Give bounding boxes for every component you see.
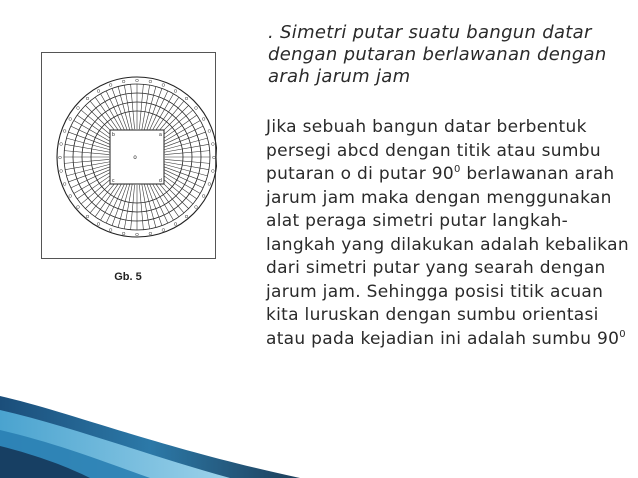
tick-label: O [135,78,139,83]
radial-line [66,164,109,176]
radial-line [65,144,109,152]
tick-label: O [58,155,62,160]
tick-label: O [184,96,189,102]
radial-line [118,86,130,129]
radial-line [64,151,109,155]
tick-label: O [59,168,63,174]
corner-label-b: b [112,132,115,138]
tick-label: O [212,155,216,160]
body-paragraph [266,116,632,351]
superscript-1: 0 [453,164,461,175]
tick-label: O [194,204,198,210]
radial-line [164,138,207,150]
radial-line [64,159,109,163]
tick-label: O [161,227,166,233]
radial-line [118,184,130,227]
radial-line [165,151,210,155]
radial-line [165,162,209,170]
radial-line [142,185,150,229]
figure-frame [41,52,216,259]
radial-line [144,184,156,227]
tick-label: O [62,128,67,134]
body-text-part1: Jika sebuah bangun datar berbentuk persegi abcd dengan titik atau sumbu putaran o di putar 90 [266,117,601,184]
radial-line [165,159,210,163]
radial-line [66,138,109,150]
rotation-disc-diagram [42,53,217,260]
slide-heading: . Simetri putar suatu bangun datar dengan putaran berlawanan dengan arah jarum jam [268,22,607,87]
tick-label: O [108,227,113,233]
tick-label: O [173,88,178,94]
tick-label: O [207,181,212,187]
tick-label: O [207,128,212,134]
radial-line [165,144,209,152]
tick-label: O [135,232,139,237]
tick-label: O [96,221,101,227]
tick-label: O [96,88,101,94]
tick-label: O [148,79,153,85]
tick-label: O [68,116,73,122]
corner-label-c: c [112,178,115,184]
tick-label: O [85,213,90,219]
tick-label: O [201,193,206,199]
tick-label: O [211,141,215,147]
radial-line [144,86,156,129]
corner-label-d: d [159,178,162,184]
tick-label: O [85,96,90,102]
corner-label-a: a [159,132,162,138]
tick-label: O [76,105,80,111]
tick-label: O [161,82,166,88]
radial-line [131,84,135,129]
tick-label: O [201,116,206,122]
body-text-part2: berlawanan arah jarum jam maka dengan menggunakan alat peraga simetri putar langkah-langkah yang dilakukan adalah kebalikan dari simetri putar yang searah dengan jarum jam. Sehingga posisi titik acuan kita luruskan dengan sumbu orientasi atau pada kejadian ini adalah sumbu 90 [266,164,629,349]
radial-line [139,84,143,129]
tick-label: O [121,230,126,236]
radial-line [142,85,150,129]
tick-label: O [62,181,67,187]
radial-line [124,185,132,229]
tick-label: O [59,141,63,147]
tick-label: O [108,82,113,88]
tick-label: O [68,193,73,199]
center-label: o [133,155,137,161]
radial-line [164,164,207,176]
radial-line [65,162,109,170]
tick-label: O [76,204,80,210]
tick-label: O [148,230,153,236]
figure-caption: Gb. 5 [114,271,142,283]
radial-line [139,185,143,230]
tick-label: O [173,221,178,227]
corner-swoosh-decoration [0,390,300,478]
radial-line [124,85,132,129]
tick-label: O [184,213,189,219]
square-abcd [110,130,164,184]
tick-label: O [211,168,215,174]
superscript-2: 0 [619,328,626,340]
tick-label: O [121,79,126,85]
radial-line [131,185,135,230]
tick-label: O [194,105,198,111]
